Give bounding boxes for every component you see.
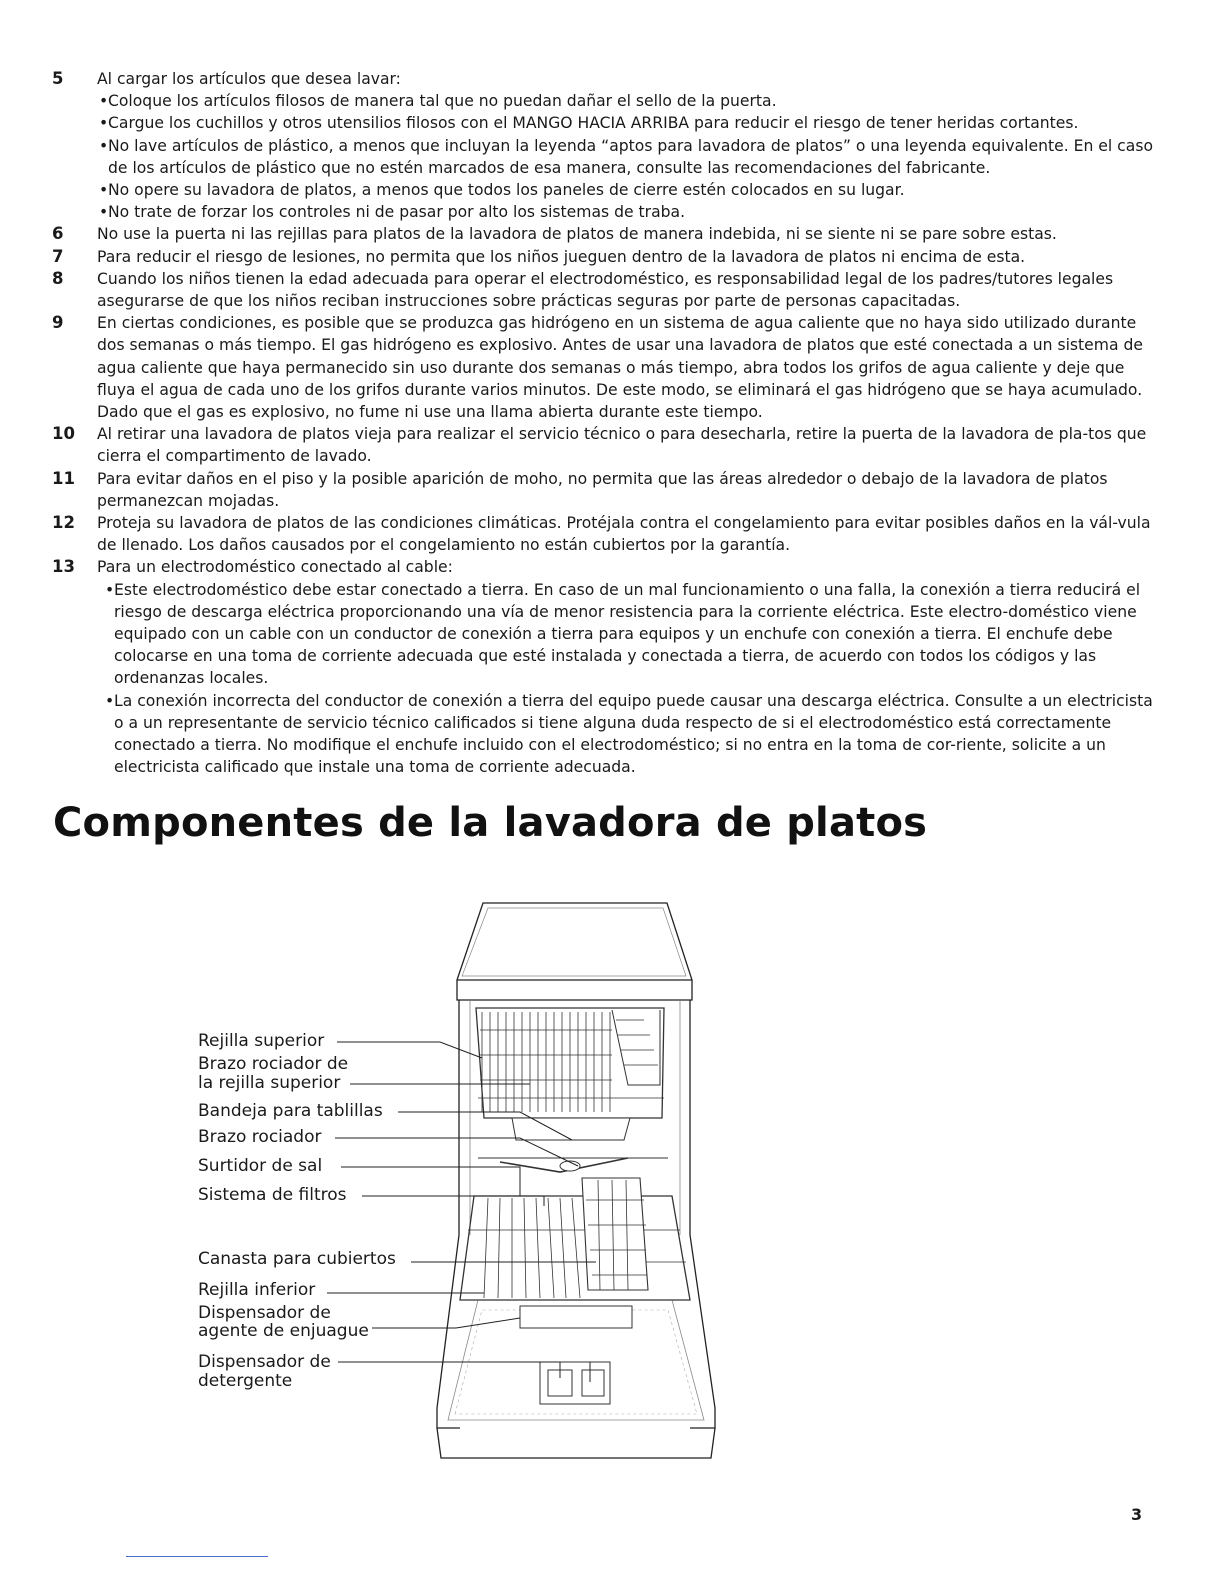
item-number: 12 <box>52 513 75 533</box>
label-rinse-dispenser-line-1: Dispensador de <box>198 1303 331 1323</box>
bullet: • Cargue los cuchillos y otros utensilios filosos con el MANGO HACIA ARRIBA para reducir el riesgo de tener heridas cortantes. <box>99 112 1162 134</box>
dishwasher-right-wall <box>690 1000 715 1428</box>
bullet: • No trate de forzar los controles ni de pasar por alto los sistemas de traba. <box>99 201 1162 223</box>
label-lower-rack: Rejilla inferior <box>198 1280 316 1300</box>
bullet: • No opere su lavadora de platos, a menos que todos los paneles de cierre estén colocados en su lugar. <box>99 179 1162 201</box>
bullet: • Coloque los artículos filosos de manera tal que no puedan dañar el sello de la puerta. <box>99 90 1162 112</box>
item-text: Para un electrodoméstico conectado al cable: <box>97 558 453 577</box>
item-text: No use la puerta ni las rejillas para platos de la lavadora de platos de manera indebida, ni se siente ni se pare sobre estas. <box>97 225 1057 244</box>
item-text: Al retirar una lavadora de platos vieja para realizar el servicio técnico o para desecharla, retire la puerta de la lavadora de pla-tos que cierra el compartimento de lavado. <box>97 425 1147 466</box>
item-number: 7 <box>52 246 64 266</box>
label-cutlery-tray: Bandeja para tablillas <box>198 1101 383 1121</box>
rinse-agent-dispenser <box>520 1306 632 1328</box>
item-text: Para reducir el riesgo de lesiones, no permita que los niños jueguen dentro de la lavadora de platos ni encima de esta. <box>97 247 1026 266</box>
item-text: Al cargar los artículos que desea lavar: <box>97 70 401 88</box>
item-number: 9 <box>52 313 64 333</box>
upper-rack <box>476 1008 664 1118</box>
cutlery-basket <box>582 1178 648 1290</box>
item-number: 5 <box>52 69 64 88</box>
label-salt-dispenser: Surtidor de sal <box>198 1156 323 1176</box>
section-title: Componentes de la lavadora de platos <box>53 800 928 846</box>
item-text: Proteja su lavadora de platos de las condiciones climáticas. Protéjala contra el congelamiento para evitar posibles daños en la vál-vula de llenado. Los daños causados por el congelamiento no están cubiertos por la garantía. <box>97 514 1151 555</box>
label-spray-arm: Brazo rociador <box>198 1127 322 1147</box>
label-upper-rack: Rejilla superior <box>198 1031 325 1051</box>
label-rinse-dispenser-line-2: agente de enjuague <box>198 1321 369 1341</box>
label-detergent-dispenser-line-2: detergente <box>198 1371 293 1391</box>
label-upper-spray-arm-line-1: Brazo rociador de <box>198 1054 349 1074</box>
bullet: • La conexión incorrecta del conductor de conexión a tierra del equipo puede causar una descarga eléctrica. Consulte a un electricista o a un representante de servicio técnico calificados si tiene alguna duda respecto de si el electrodoméstico está correctamente conectado a tierra. No modifique el enchufe incluido con el electrodoméstico; si no entra en la toma de cor-riente, solicite a un electricista calificado que instale una toma de corriente adecuada. <box>105 690 1162 779</box>
item-number: 8 <box>52 268 64 288</box>
label-detergent-dispenser-line-1: Dispensador de <box>198 1352 331 1372</box>
page-number: 3 <box>1131 1505 1143 1524</box>
footer-rule <box>126 1556 268 1557</box>
item-number: 11 <box>52 468 75 488</box>
item-number: 10 <box>52 424 75 444</box>
label-cutlery-basket: Canasta para cubiertos <box>198 1249 396 1269</box>
cutlery-tray <box>512 1118 630 1140</box>
dishwasher-top-panel <box>457 903 692 1000</box>
item-number: 6 <box>52 224 64 244</box>
item-number: 13 <box>52 557 75 577</box>
dishwasher-door <box>437 1428 715 1458</box>
item-text: Cuando los niños tienen la edad adecuada para operar el electrodoméstico, es responsabilidad legal de los padres/tutores legales asegurarse de que los niños reciban instrucciones sobre prácticas seguras por parte de personas capacitadas. <box>97 269 1114 311</box>
bullet: • No lave artículos de plástico, a menos que incluyan la leyenda “aptos para lavadora de platos” o una leyenda equivalente. En el caso de los artículos de plástico que no estén marcados de esa manera, consulte las recomendaciones del fabricante. <box>99 135 1162 179</box>
label-filter-system: Sistema de filtros <box>198 1185 347 1205</box>
label-upper-spray-arm-line-2: la rejilla superior <box>198 1073 341 1093</box>
detergent-dispenser <box>540 1362 610 1404</box>
item-text: Para evitar daños en el piso y la posible aparición de moho, no permita que las áreas alrededor o debajo de la lavadora de platos permanezcan mojadas. <box>97 469 1108 510</box>
bullet: • Este electrodoméstico debe estar conectado a tierra. En caso de un mal funcionamiento o una falla, la conexión a tierra reducirá el riesgo de descarga eléctrica proporcionando una vía de menor resistencia para la corriente eléctrica. Este electro-doméstico viene equipado con un cable con un conductor de conexión a tierra para equipos y un enchufe con conexión a tierra. El enchufe debe colocarse en una toma de corriente adecuada que esté instalada y conectada a tierra, de acuerdo con todos los códigos y las ordenanzas locales. <box>105 579 1162 690</box>
item-text: En ciertas condiciones, es posible que se produzca gas hidrógeno en un sistema de agua caliente que no haya sido utilizado durante dos semanas o más tiempo. El gas hidrógeno es explosivo. Antes de usar una lavadora de platos que esté conectada a un sistema de agua caliente que haya permanecido sin uso durante dos semanas o más tiempo, abra todos los grifos de agua caliente y deje que fluya el agua de cada uno de los grifos durante varios minutos. De este modo, se eliminará el gas hidrógeno que se haya acumulado. Dado que el gas es explosivo, no fume ni use una llama abierta durante este tiempo. <box>97 314 1143 422</box>
dishwasher-left-wall <box>437 1000 460 1428</box>
